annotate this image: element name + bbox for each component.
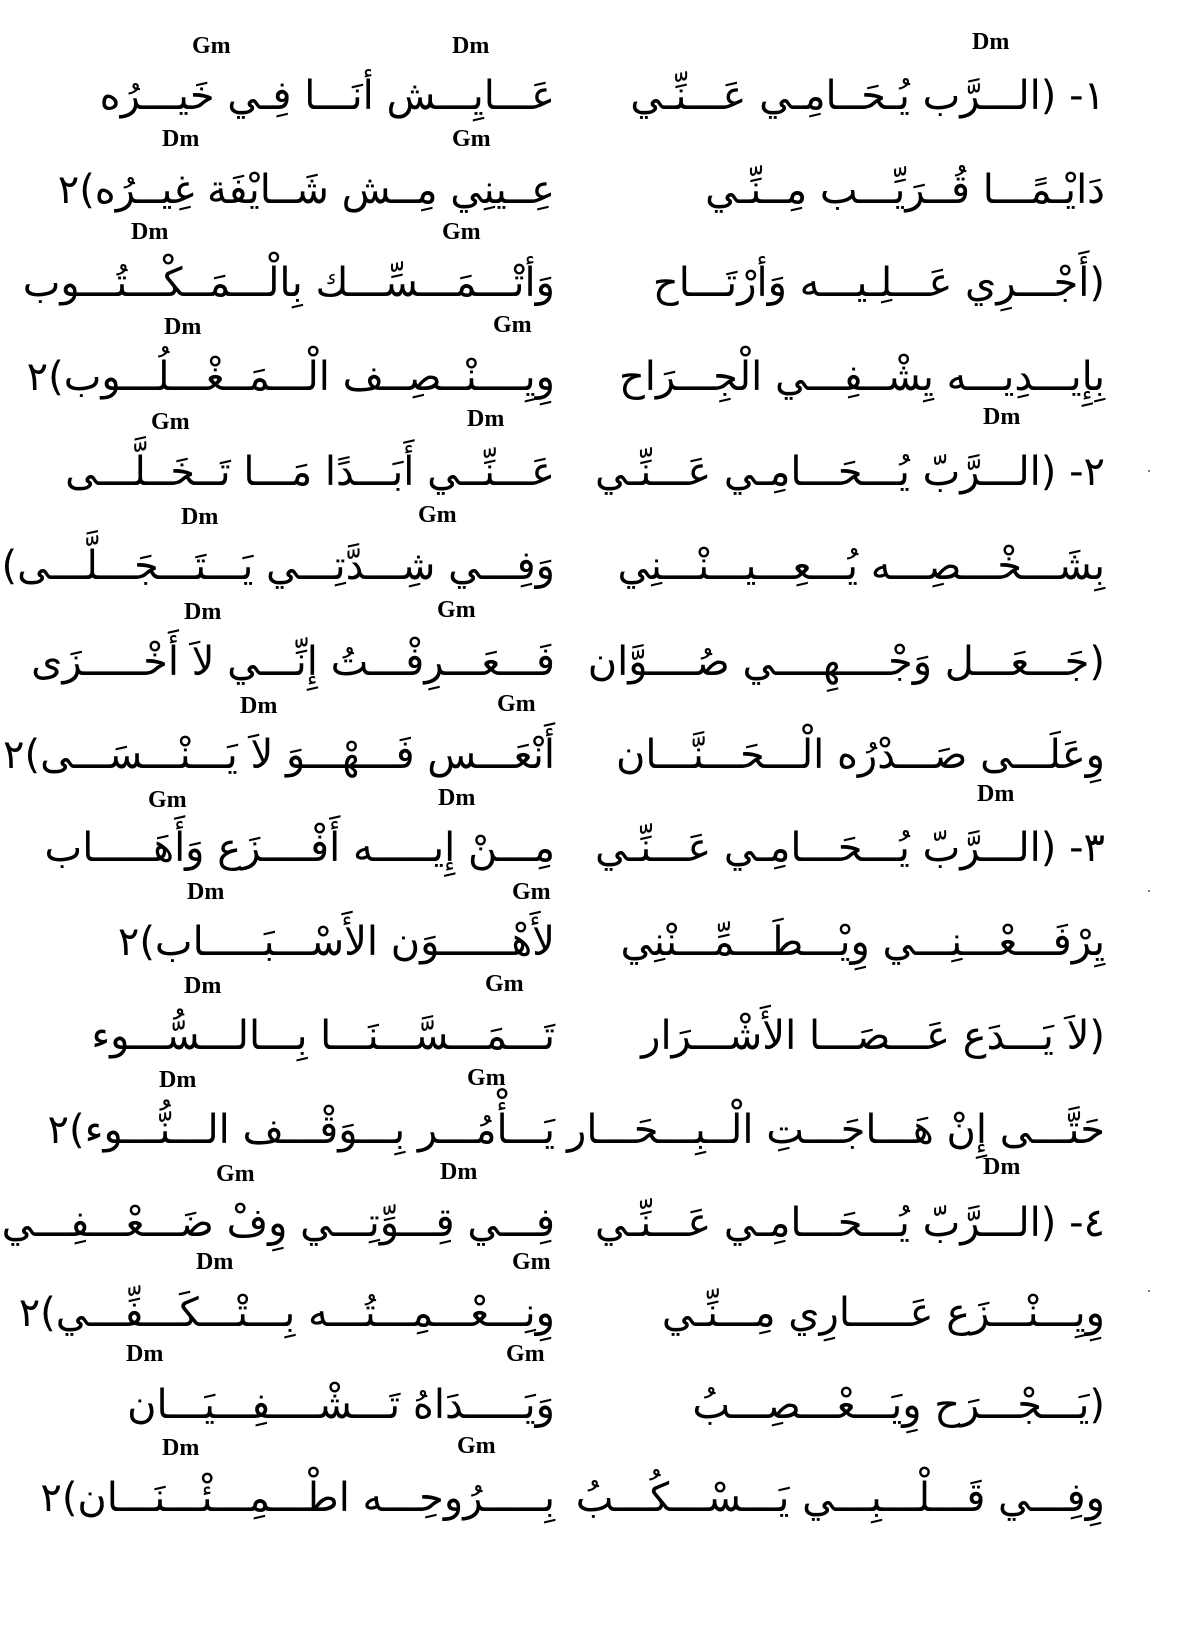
- lyric-line-left: وِنِـــعْـــمِـــتُـــه بِـــتْـــكَـــفِّـــي)٢: [18, 1290, 555, 1336]
- chord-label: Dm: [452, 33, 490, 59]
- lyric-line-right: بِإِيـــدِيـــه يِشْــفِـــي الْجِـــرَاح: [618, 354, 1105, 400]
- chord-label: Gm: [437, 597, 476, 623]
- lyric-line-right: ٤- (الـــرَّبّ يُـــحَـــامِـي عَـــنِّـي: [595, 1200, 1105, 1246]
- chord-label: Gm: [151, 409, 190, 435]
- lyric-line-left: وَيَـــــدَاهُ تَـــشْــــفِـــيَـــان: [127, 1382, 555, 1428]
- lyric-line-right: ٢- (الـــرَّبّ يُـــحَـــامِـي عَـــنِّـي: [595, 449, 1105, 495]
- chord-label: Dm: [184, 973, 222, 999]
- chord-label: Gm: [512, 879, 551, 905]
- lyric-line-left: عِــينِي مِــش شَــايْفَة غِيــرُه)٢: [57, 167, 555, 213]
- chord-label: Dm: [184, 599, 222, 625]
- lyric-line-right: بِشَـــخْـــصِـــه يُـــعِـــيـــنْـــنِي: [617, 543, 1105, 589]
- lyric-line-left: عَـــنِّــي أَبَـــدًا مَـــا تَــخَــلَّـــى: [65, 449, 555, 495]
- chord-label: Gm: [497, 691, 536, 717]
- chord-label: Gm: [493, 312, 532, 338]
- chord-label: Dm: [977, 781, 1015, 807]
- chord-label: Gm: [148, 787, 187, 813]
- chord-label: Dm: [181, 504, 219, 530]
- lyric-line-left: مِـــنْ إِيـــــه أَفْــــزَع وَأَهَـــــاب: [44, 825, 555, 871]
- scan-speck: [1148, 890, 1150, 892]
- lyric-line-left: فَـــعَـــرِفْـــتُ إِنِّـــي لاَ أَخْـــــزَى: [31, 639, 555, 685]
- chord-label: Gm: [442, 219, 481, 245]
- chord-label: Gm: [216, 1161, 255, 1187]
- lyric-line-right: وِيِـــنْـــزَع عَـــــارِي مِـــنِّـي: [661, 1290, 1105, 1336]
- lyric-line-right: (يَـــجْـــرَح وِيَـــعْـــصِـــبُ: [692, 1382, 1105, 1428]
- chord-label: Dm: [983, 404, 1021, 430]
- lyric-line-right: دَايْـمًـــا قُــرَيِّـــب مِــنِّـي: [705, 167, 1105, 213]
- lyric-line-right: (لاَ يَـــدَع عَـــصَـــا الأَشْـــرَار: [641, 1013, 1105, 1059]
- lyric-line-left: يَـــأْمُـــر بِـــوَقْـــف الـــنُّـــوء)٢: [47, 1107, 555, 1153]
- chord-label: Gm: [485, 971, 524, 997]
- lyric-line-left: فِـــي قِـــوِّتِـــي وِفْ ضَـــعْـــفِـــي: [1, 1200, 555, 1246]
- chord-label: Dm: [126, 1341, 164, 1367]
- lyric-line-left: وَفِـــي شِـــدَّتِـــي يَـــتَـــجَـــلَّـــى): [1, 543, 555, 589]
- lyric-line-left: تَـــمَـــسَّـــنَـــا بِـــالـــسُّـــوء: [91, 1013, 555, 1059]
- chord-label: Dm: [438, 785, 476, 811]
- lyric-line-right: وِفِـــي قَـــلْـــبِـــي يَـــسْـــكُـــبُ: [575, 1475, 1105, 1521]
- lyric-line-right: ٣- (الـــرَّبّ يُـــحَـــامِـي عَـــنِّـي: [595, 825, 1105, 871]
- chord-label: Dm: [131, 219, 169, 245]
- lyric-line-right: يِرْفَـــعْـــنِـــي وِيْـــطَـــمِّـــنْنِي: [620, 919, 1105, 965]
- lyric-line-right: وِعَلَـــى صَـــدْرُه الْـــحَـــنَّـــان: [616, 732, 1105, 778]
- chord-label: Gm: [192, 33, 231, 59]
- chord-label: Dm: [162, 126, 200, 152]
- chord-label: Gm: [457, 1433, 496, 1459]
- chord-label: Gm: [452, 126, 491, 152]
- chord-label: Dm: [467, 406, 505, 432]
- chord-label: Gm: [506, 1341, 545, 1367]
- lyric-line-right: ١- (الـــرَّب يُـحَــامِـي عَـــنِّـي: [630, 73, 1105, 119]
- lyric-line-left: لأَهْــــــوَن الأَسْـــبَـــــاب)٢: [117, 919, 555, 965]
- lyric-line-right: حَتَّـــى إِنْ هَـــاجَـــتِ الْــبِـــحَـــار: [567, 1107, 1105, 1153]
- chord-label: Dm: [162, 1435, 200, 1461]
- scan-speck: [1148, 470, 1150, 472]
- chord-label: Dm: [972, 29, 1010, 55]
- chord-label: Dm: [159, 1067, 197, 1093]
- chord-label: Dm: [164, 314, 202, 340]
- lyric-line-left: وَأتْـــمَـــسِّـــك بِالْـــمَــكْـــتُـــوب: [22, 260, 555, 306]
- lyric-line-right: (جَـــعَـــل وَجْــــهِــــي صُــــوَّان: [587, 639, 1105, 685]
- scan-speck: [1148, 1290, 1150, 1292]
- chord-label: Gm: [512, 1249, 551, 1275]
- chord-label: Dm: [983, 1154, 1021, 1180]
- chord-label: Dm: [187, 879, 225, 905]
- chord-label: Gm: [418, 502, 457, 528]
- chord-label: Gm: [467, 1065, 506, 1091]
- lyric-line-left: بِـــــرُوحِـــه اطْـــمِـــئْـــنَـــان)٢: [40, 1475, 555, 1521]
- lyric-line-left: وِيِــــنْــصِــف الْـــمَــغْـــلُـــوب)٢: [26, 354, 555, 400]
- chord-label: Dm: [440, 1159, 478, 1185]
- lyric-line-right: (أَجْـــرِي عَـــلِـيـــه وَأرْتَـــاح: [652, 260, 1105, 306]
- lyric-line-left: أَنْعَـــس فَـــهْـــوَ لاَ يَـــنْـــسَـــى)٢: [3, 732, 555, 778]
- chord-label: Dm: [196, 1249, 234, 1275]
- chord-label: Dm: [240, 693, 278, 719]
- lyric-line-left: عَـــايِـــش أنَـــا فِـي خَيـــرُه: [99, 73, 555, 119]
